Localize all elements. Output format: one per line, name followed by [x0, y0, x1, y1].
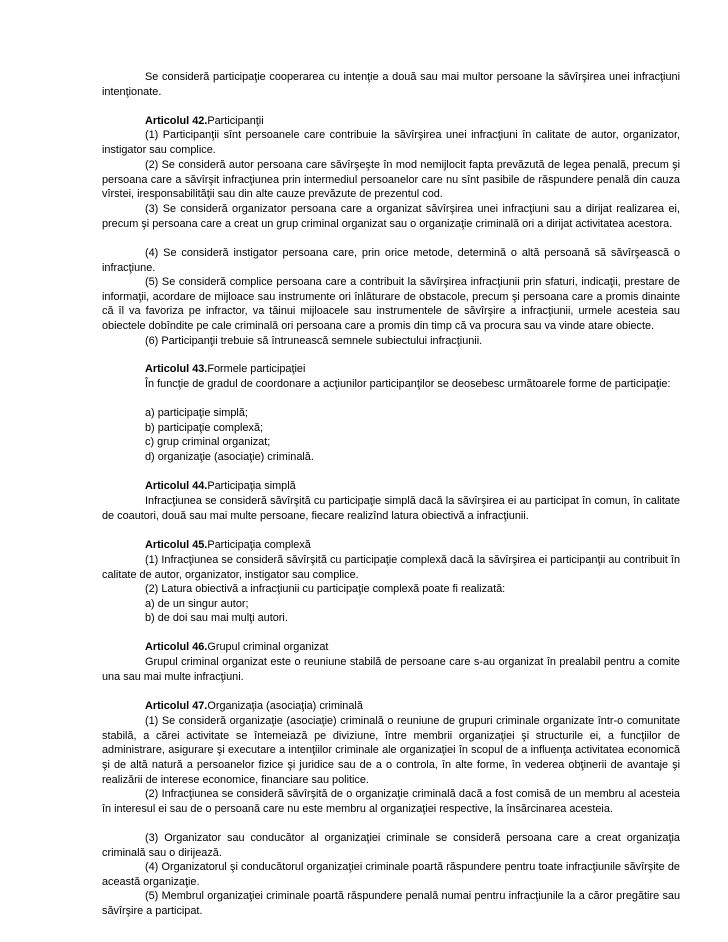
article-42-para-6: (6) Participanţii trebuie să întrunească semnele subiectului infracţiunii.: [145, 335, 483, 347]
article-42-heading: Articolul 42.Participanţii: [145, 115, 264, 127]
intro-paragraph: Se consideră participaţie cooperarea cu intenţie a două sau mai multor persoane la săvîrşirea unei infracţiuni intenţionate.: [102, 71, 680, 98]
article-47-para-2: (2) Infracţiunea se consideră săvîrşită de o organizaţie criminală dacă a fost comisă de un membru al acesteia în interesul ei sau de o persoană care nu este membru al organizaţiei respective, la însărcinarea acesteia.: [102, 788, 680, 815]
article-45-para-1: (1) Infracţiunea se consideră săvîrşită cu participaţie complexă dacă la săvîrşirea ei participanţii au contribuit în calitate de autor, organizator, instigator sau complice.: [102, 554, 680, 581]
list-item: a) de un singur autor;: [145, 598, 249, 610]
article-46-para-1: Grupul criminal organizat este o reuniune stabilă de persoane care s-au organizat în prealabil pentru a comite una sau mai multe infracţiuni.: [102, 656, 680, 683]
article-42-para-1: (1) Participanţii sînt persoanele care contribuie la săvîrşirea unei infracţiuni în calitate de autor, organizator, instigator sau complice.: [102, 129, 680, 156]
article-47-para-1: (1) Se consideră organizaţie (asociaţie) criminală o reuniune de grupuri criminale organizate într-o comunitate stabilă, a cărei activitate se întemeiază pe diviziune, între membrii organizaţiei şi structurile ei, a funcţiilor de administrare, asigurare şi executare a intenţiilor criminale ale organizaţiei în scopul de a influenţa activitatea economică şi de altă natură a persoanelor fizice şi juridice sau de a o controla, în alte forme, în vederea obţinerii de avantaje şi realizării de interese economice, financiare sau politice.: [102, 715, 680, 786]
article-44-heading: Articolul 44.Participaţia simplă: [145, 480, 296, 492]
article-46-heading: Articolul 46.Grupul criminal organizat: [145, 641, 329, 653]
article-44-para-1: Infracţiunea se consideră săvîrşită cu participaţie simplă dacă la săvîrşirea ei au participat în comun, în calitate de coautori, două sau mai multe persoane, fiecare realizînd latura obiectivă a infracţiunii.: [102, 495, 680, 522]
article-42-para-4: (4) Se consideră instigator persoana care, prin orice metode, determină o altă persoană să săvîrşească o infracţiune.: [102, 247, 680, 274]
article-47-para-3: (3) Organizator sau conducător al organizaţiei criminale se consideră persoana care a creat organizaţia criminală sau o dirijează.: [102, 832, 680, 859]
article-45-para-2: (2) Latura obiectivă a infracţiunii cu participaţie complexă poate fi realizată:: [145, 583, 506, 595]
list-item: c) grup criminal organizat;: [145, 436, 271, 448]
article-47-para-4: (4) Organizatorul şi conducătorul organizaţiei criminale poartă răspundere pentru toate infracţiunile săvîrşite de această organizaţie.: [102, 861, 680, 888]
article-47-para-5: (5) Membrul organizaţiei criminale poartă răspundere penală numai pentru infracţiunile la a căror pregătire sau săvîrşire a participat.: [102, 890, 680, 917]
list-item: d) organizaţie (asociaţie) criminală.: [145, 451, 314, 463]
article-45-heading: Articolul 45.Participaţia complexă: [145, 539, 311, 551]
article-43-heading: Articolul 43.Formele participaţiei: [145, 363, 306, 375]
article-42-para-3: (3) Se consideră organizator persoana care a organizat săvîrşirea unei infracţiuni sau a dirijat realizarea ei, precum şi persoana care a creat un grup criminal organizat sau o organizaţie criminală ori a dirijat activitatea acestora.: [102, 203, 680, 230]
article-43-para-1: În funcţie de gradul de coordonare a acţiunilor participanţilor se deosebesc următoarele forme de participaţie:: [145, 378, 671, 390]
article-42-para-2: (2) Se consideră autor persoana care săvîrşeşte în mod nemijlocit fapta prevăzută de legea penală, precum şi persoana care a săvîrşit infracţiunea prin intermediul persoanelor care nu sînt pasibile de răspundere penală din cauza vîrstei, iresponsabilităţii sau din alte cauze prevăzute de prezentul cod.: [102, 159, 680, 201]
article-42-para-5: (5) Se consideră complice persoana care a contribuit la săvîrşirea infracţiunii prin sfaturi, indicaţii, prestare de informaţii, acordare de mijloace sau instrumente ori înlăturare de obstacole, precum şi persoana care a promis dinainte că îl va favoriza pe infractor, va tăinui mijloacele sau instrumentele de săvîrşire a infracţiunii, urmele acesteia sau obiectele dobîndite pe cale criminală ori persoana care a promis din timp că va procura sau va vinde atare obiecte.: [102, 276, 680, 333]
list-item: b) de doi sau mai mulţi autori.: [145, 612, 288, 624]
list-item: a) participaţie simplă;: [145, 407, 248, 419]
list-item: b) participaţie complexă;: [145, 422, 264, 434]
article-47-heading: Articolul 47.Organizaţia (asociaţia) criminală: [145, 700, 363, 712]
